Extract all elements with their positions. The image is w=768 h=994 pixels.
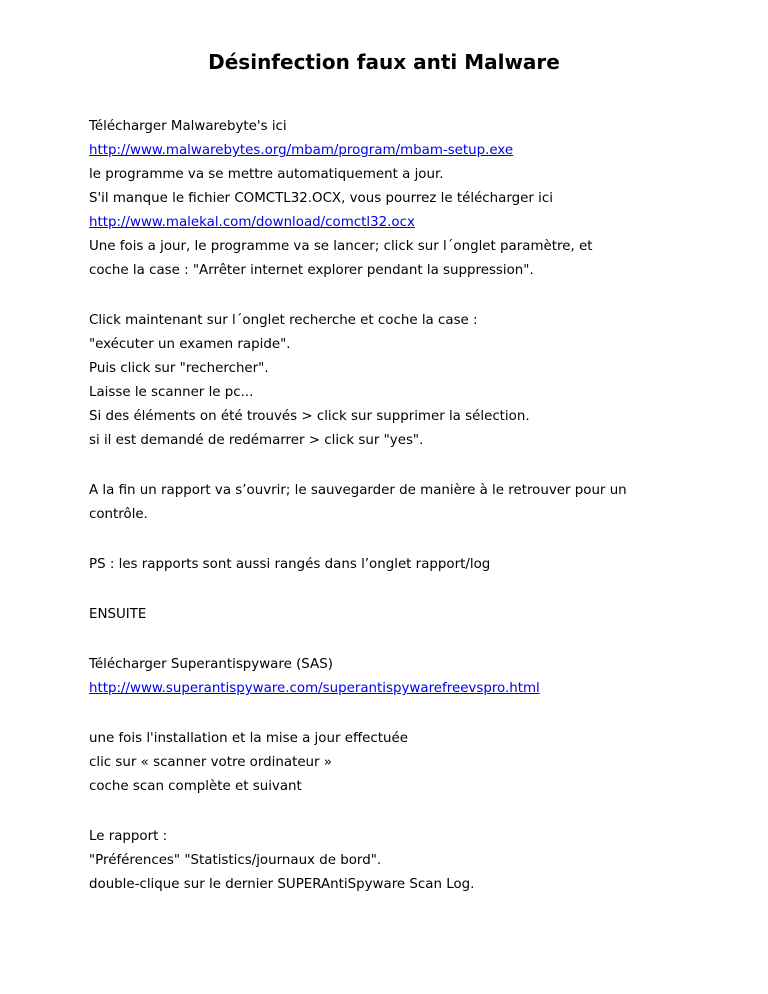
text-line: A la fin un rapport va s’ouvrir; le sauvegarder de manière à le retrouver pour un: [89, 483, 627, 498]
text-line: "exécuter un examen rapide".: [89, 337, 291, 352]
text-line: PS : les rapports sont aussi rangés dans l’onglet rapport/log: [89, 557, 491, 572]
text-line: Click maintenant sur l´onglet recherche et coche la case :: [89, 313, 478, 328]
paragraph-gap: [89, 577, 729, 603]
text-line: Une fois a jour, le programme va se lancer; click sur l´onglet paramètre, et: [89, 239, 593, 254]
text-line: S'il manque le fichier COMCTL32.OCX, vous pourrez le télécharger ici: [89, 191, 553, 206]
paragraph-gap: [89, 799, 729, 825]
link-line: [89, 211, 729, 235]
paragraph-gap: [89, 701, 729, 727]
text-line: Télécharger Superantispyware (SAS): [89, 657, 333, 672]
malwarebytes-download-link[interactable]: http://www.malwarebytes.org/mbam/program/mbam-setup.exe: [89, 143, 514, 158]
text-line: clic sur « scanner votre ordinateur »: [89, 755, 332, 770]
text-line: Télécharger Malwarebyte's ici: [89, 119, 287, 134]
text-line: coche scan complète et suivant: [89, 779, 302, 794]
text-line: contrôle.: [89, 507, 148, 522]
text-line: double-clique sur le dernier SUPERAntiSpyware Scan Log.: [89, 877, 475, 892]
section-le-rapport: [89, 825, 729, 897]
section-recherche: [89, 309, 729, 453]
section-ensuite: [89, 603, 729, 627]
paragraph-gap: [89, 453, 729, 479]
text-line: coche la case : "Arrêter internet explorer pendant la suppression".: [89, 263, 534, 278]
document-body: [89, 115, 729, 897]
paragraph-gap: [89, 527, 729, 553]
document-title: Désinfection faux anti Malware: [208, 50, 560, 74]
text-line: Laisse le scanner le pc...: [89, 385, 254, 400]
link-line: [89, 677, 729, 701]
paragraph-gap: [89, 283, 729, 309]
link-line: [89, 139, 729, 163]
superantispyware-link[interactable]: http://www.superantispyware.com/superantispywarefreevspro.html: [89, 681, 540, 696]
text-line: si il est demandé de redémarrer > click sur "yes".: [89, 433, 424, 448]
text-line: Puis click sur "rechercher".: [89, 361, 269, 376]
text-line: Si des éléments on été trouvés > click sur supprimer la sélection.: [89, 409, 530, 424]
text-line: une fois l'installation et la mise a jour effectuée: [89, 731, 408, 746]
text-line: ENSUITE: [89, 607, 147, 622]
text-line: le programme va se mettre automatiquement a jour.: [89, 167, 444, 182]
section-ps: [89, 553, 729, 577]
section-installation: [89, 727, 729, 799]
section-rapport: [89, 479, 729, 527]
text-line: "Préférences" "Statistics/journaux de bord".: [89, 853, 382, 868]
section-superantispyware: [89, 653, 729, 701]
paragraph-gap: [89, 627, 729, 653]
text-line: Le rapport :: [89, 829, 168, 844]
section-malwarebytes: [89, 115, 729, 283]
comctl32-download-link[interactable]: http://www.malekal.com/download/comctl32.ocx: [89, 215, 415, 230]
